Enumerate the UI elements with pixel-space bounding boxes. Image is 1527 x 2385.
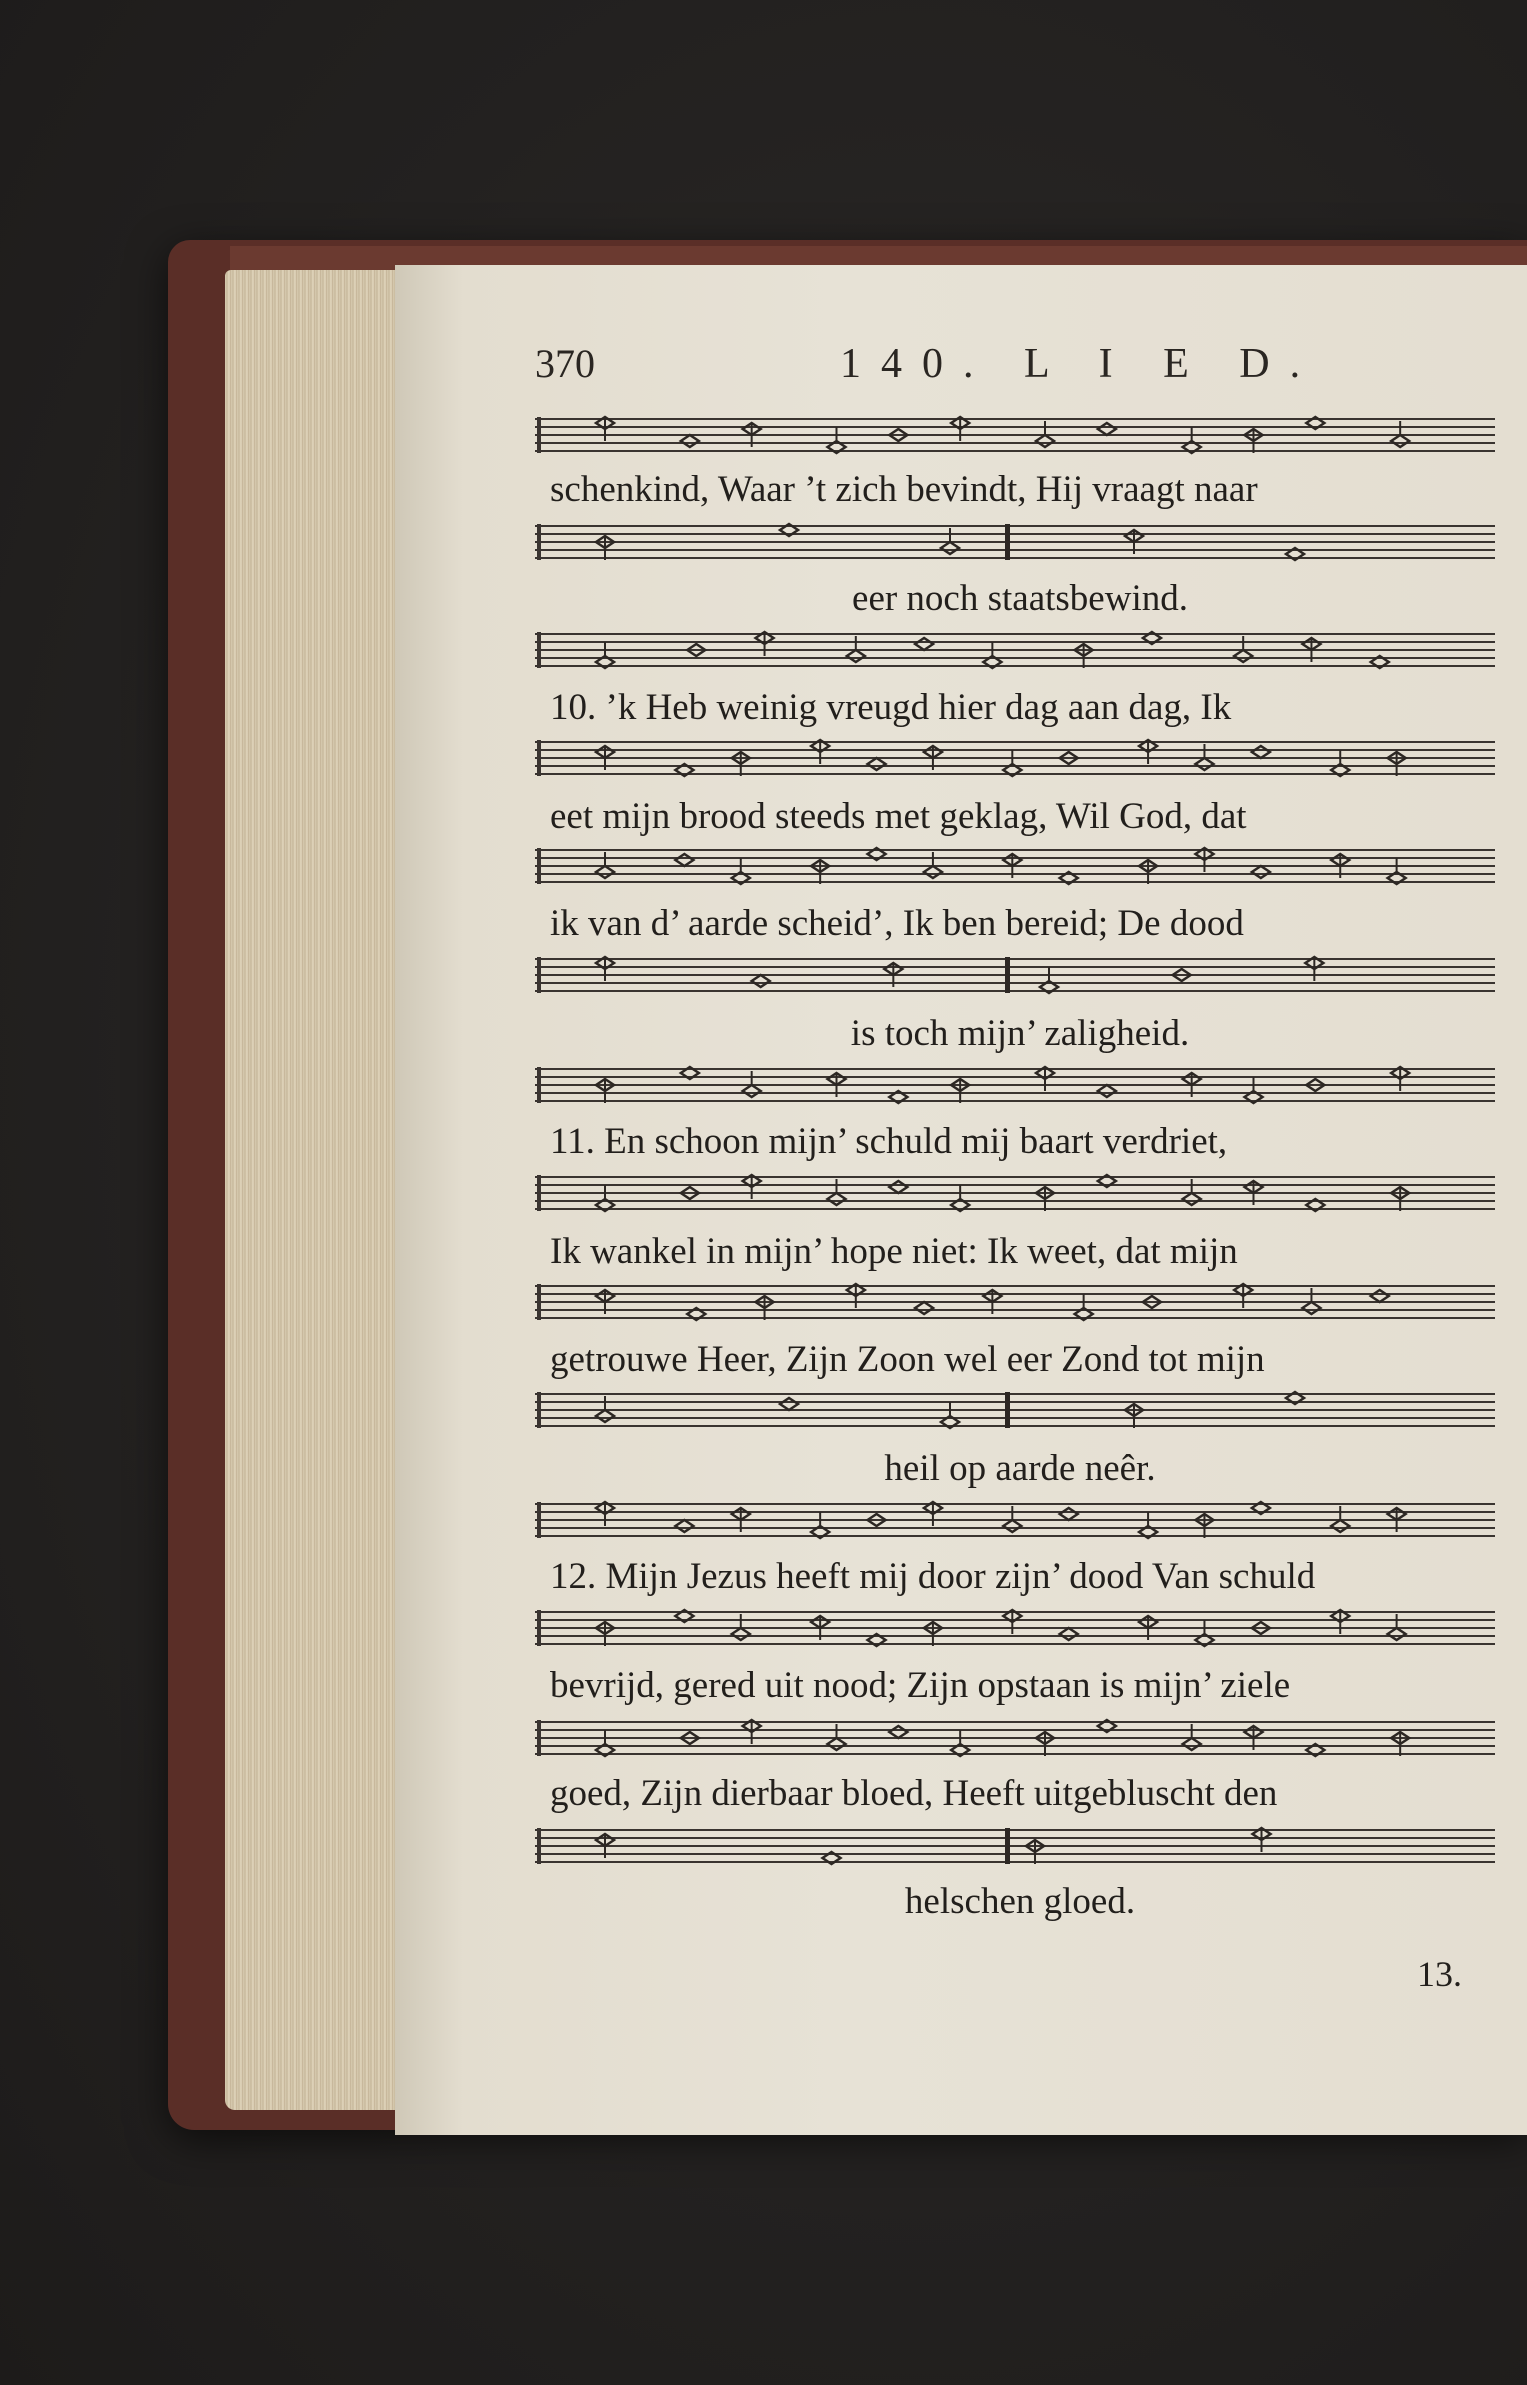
note-head: [924, 866, 942, 878]
lyric-line: 10. ’k Heb weinig vreugd hier dag aan dag, Ik: [550, 687, 1232, 728]
note-head: [780, 1398, 798, 1410]
note-head: [868, 758, 886, 770]
note-head: [1331, 1520, 1349, 1532]
music-staff: [535, 1173, 1495, 1213]
page-number: 370: [535, 341, 595, 386]
lyric-line: Ik wankel in mijn’ hope niet: Ik weet, dat mijn: [550, 1231, 1238, 1272]
lyric-line: bevrijd, gered uit nood; Zijn opstaan is mijn’ ziele: [550, 1665, 1291, 1706]
note-head: [1060, 1628, 1078, 1640]
lyric-line: goed, Zijn dierbaar bloed, Heeft uitgebluscht den: [550, 1773, 1278, 1814]
lyric-line: schenkind, Waar ’t zich bevindt, Hij vraagt naar: [550, 469, 1258, 510]
note-head: [752, 975, 770, 987]
note-head: [915, 638, 933, 650]
note-head: [941, 542, 959, 554]
note-head: [1036, 435, 1054, 447]
note-head: [1195, 758, 1213, 770]
note-head: [1003, 1520, 1021, 1532]
music-staff: [535, 1718, 1495, 1758]
catchword: 13.: [1417, 1954, 1462, 1994]
note-head: [1388, 1628, 1406, 1640]
note-head: [847, 650, 865, 662]
note-head: [596, 866, 614, 878]
note-head: [1183, 1193, 1201, 1205]
lyric-line: heil op aarde neêr.: [884, 1448, 1156, 1489]
note-head: [596, 1410, 614, 1422]
lyric-line: helschen gloed.: [904, 1881, 1136, 1922]
note-head: [681, 435, 699, 447]
lyric-line: 12. Mijn Jezus heeft mij door zijn’ dood Van schuld: [550, 1556, 1316, 1597]
lyric-line: ik van d’ aarde scheid’, Ik ben bereid; De dood: [550, 903, 1244, 944]
note-head: [1098, 1085, 1116, 1097]
note-head: [732, 1628, 750, 1640]
music-staff: [535, 1500, 1495, 1540]
note-head: [1371, 1290, 1389, 1302]
lyric-line: eet mijn brood steeds met geklag, Wil God, dat: [550, 796, 1247, 837]
hymn-title: 140. L I E D.: [840, 341, 1321, 387]
note-head: [1252, 866, 1270, 878]
note-head: [1183, 1738, 1201, 1750]
note-head: [828, 1738, 846, 1750]
lyric-line: getrouwe Heer, Zijn Zoon wel eer Zond tot mijn: [550, 1339, 1265, 1380]
music-staff: [535, 1608, 1495, 1648]
music-staff: [535, 1065, 1495, 1105]
music-staff: [535, 630, 1495, 670]
music-staff: [535, 1826, 1495, 1866]
note-head: [675, 1520, 693, 1532]
music-staff: [535, 955, 1495, 995]
music-staff: [535, 1282, 1495, 1322]
music-staff: [535, 522, 1495, 562]
note-head: [828, 1193, 846, 1205]
music-staff: [535, 1390, 1495, 1430]
note-head: [1302, 1302, 1320, 1314]
music-staff: [535, 415, 1495, 455]
lyric-line: is toch mijn’ zaligheid.: [850, 1013, 1190, 1054]
note-head: [1234, 650, 1252, 662]
music-staff: [535, 738, 1495, 778]
note-head: [743, 1085, 761, 1097]
note-head: [1252, 746, 1270, 758]
lyric-line: eer noch staatsbewind.: [852, 578, 1188, 619]
note-head: [889, 1181, 907, 1193]
note-head: [1391, 435, 1409, 447]
page-header: [535, 340, 1505, 390]
note-head: [1060, 1508, 1078, 1520]
note-head: [915, 1302, 933, 1314]
note-head: [1098, 423, 1116, 435]
note-head: [675, 854, 693, 866]
note-head: [889, 1726, 907, 1738]
music-staff: [535, 846, 1495, 886]
lyric-line: 11. En schoon mijn’ schuld mij baart verdriet,: [550, 1121, 1228, 1162]
